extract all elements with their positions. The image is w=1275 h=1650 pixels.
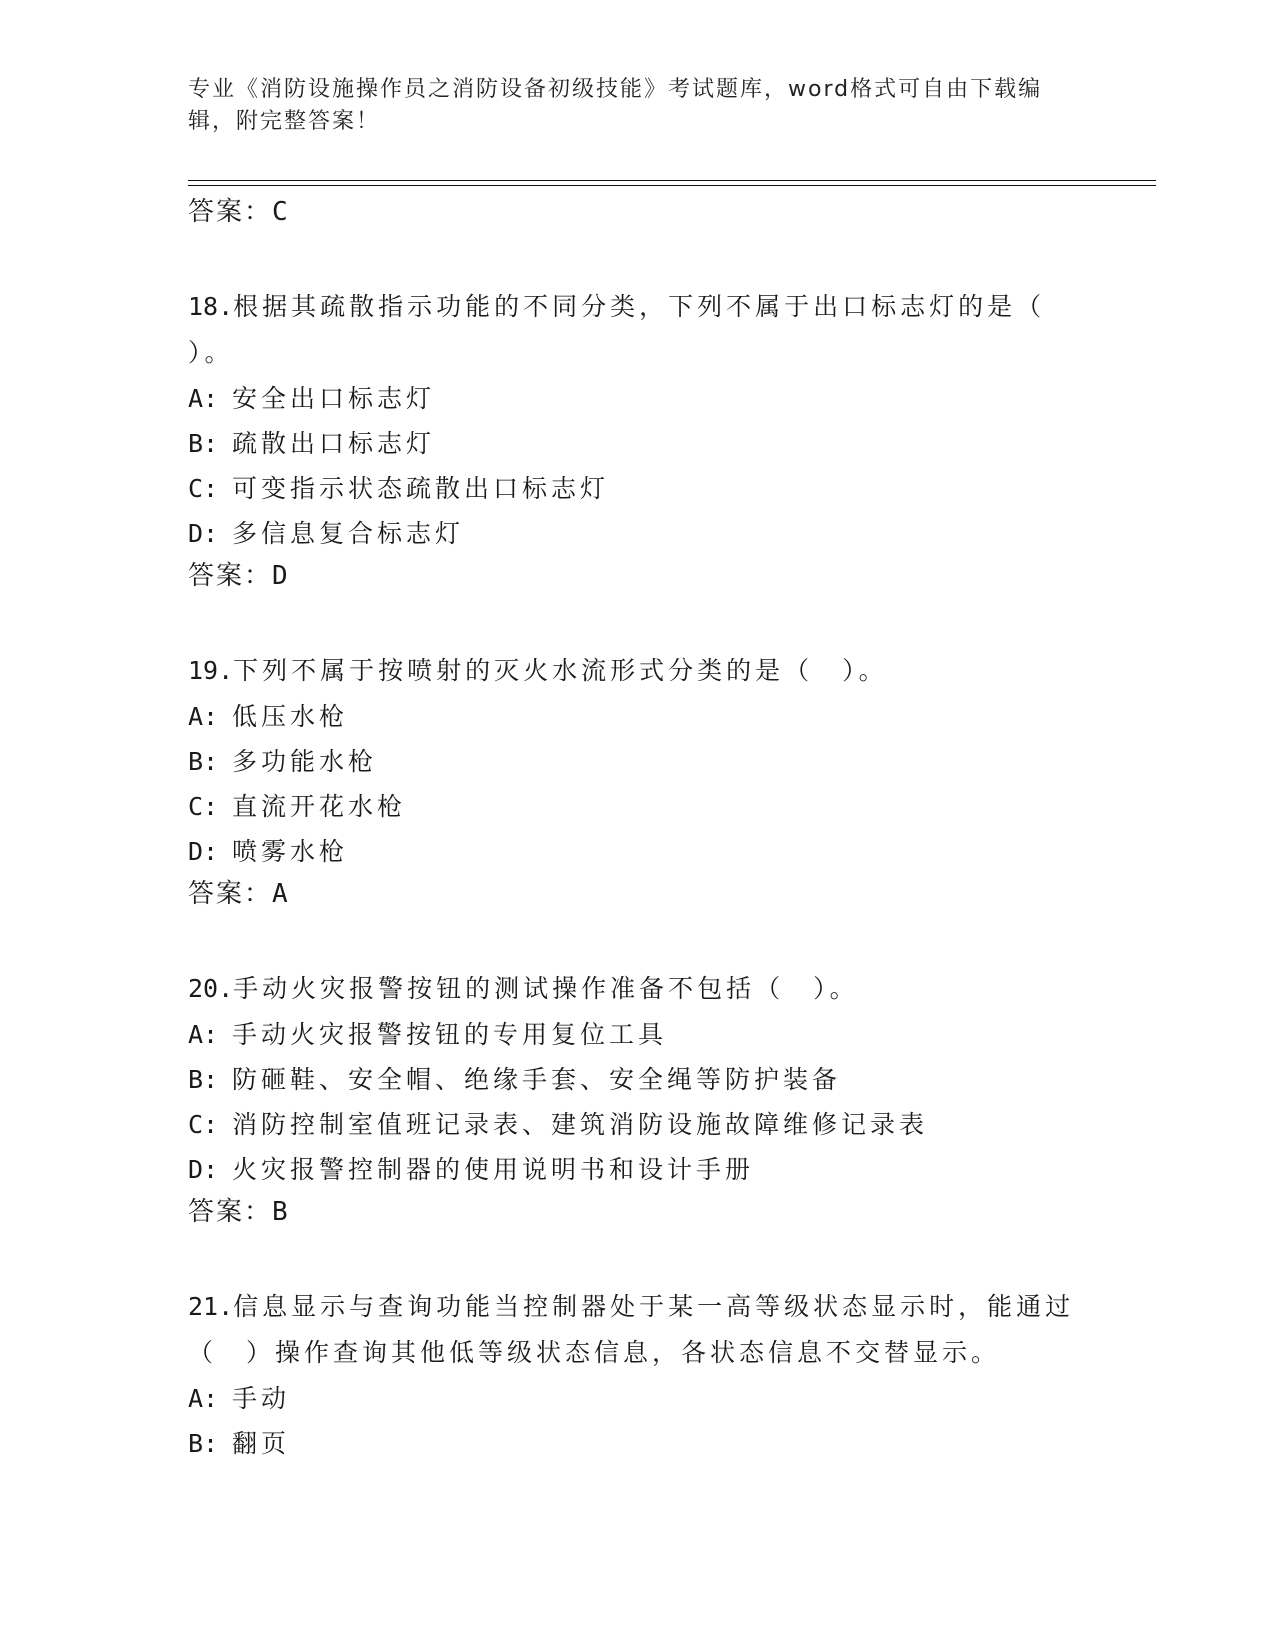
option-a	[188, 1012, 1088, 1057]
question-number: 21.	[188, 1292, 234, 1321]
option-b	[188, 739, 1088, 784]
option-text: 翻页	[232, 1429, 291, 1458]
option-text: 防砸鞋、安全帽、绝缘手套、安全绳等防护装备	[232, 1065, 842, 1094]
option-text: 消防控制室值班记录表、建筑消防设施故障维修记录表	[232, 1110, 929, 1139]
option-c	[188, 1102, 1088, 1147]
question-number: 19.	[188, 656, 234, 685]
option-letter: C:	[188, 792, 219, 821]
option-text: 多信息复合标志灯	[232, 519, 465, 548]
answer-value: C	[272, 197, 289, 227]
option-letter: A:	[188, 1384, 219, 1413]
document-header: 专业《消防设施操作员之消防设备初级技能》考试题库，word格式可自由下载编辑，附完整答案！	[188, 77, 1043, 134]
question-stem	[188, 648, 1088, 694]
option-text: 安全出口标志灯	[232, 384, 436, 413]
question-stem	[188, 966, 1088, 1012]
answer-label: 答案：	[188, 561, 273, 591]
option-b	[188, 1421, 1088, 1466]
answer-label: 答案：	[188, 197, 273, 227]
option-letter: B:	[188, 429, 219, 458]
option-text: 疏散出口标志灯	[232, 429, 436, 458]
option-letter: A:	[188, 702, 219, 731]
option-c	[188, 466, 1088, 511]
question-text: 下列不属于按喷射的灭火水流形式分类的是（ ）。	[233, 656, 888, 685]
question-number: 18.	[188, 292, 234, 321]
option-text: 可变指示状态疏散出口标志灯	[232, 474, 610, 503]
question-text: 信息显示与查询功能当控制器处于某一高等级状态显示时，能通过（ ）操作查询其他低等级状态信息，各状态信息不交替显示。	[188, 1292, 1075, 1367]
option-text: 手动	[232, 1384, 291, 1413]
option-letter: B:	[188, 1065, 219, 1094]
question-block	[188, 1284, 1088, 1466]
question-block	[188, 966, 1088, 1232]
option-letter: C:	[188, 1110, 219, 1139]
option-text: 直流开花水枪	[232, 792, 407, 821]
option-a	[188, 694, 1088, 739]
answer-value: D	[272, 561, 289, 591]
option-letter: C:	[188, 474, 219, 503]
answer-line	[188, 874, 1088, 914]
question-stem	[188, 1284, 1088, 1376]
answer-line	[188, 1192, 1088, 1232]
answer-value: B	[272, 1197, 289, 1227]
option-letter: D:	[188, 519, 219, 548]
question-number: 20.	[188, 974, 234, 1003]
option-text: 喷雾水枪	[232, 837, 349, 866]
option-letter: A:	[188, 1020, 219, 1049]
option-text: 手动火灾报警按钮的专用复位工具	[232, 1020, 668, 1049]
question-block	[188, 648, 1088, 914]
question-block	[188, 284, 1088, 596]
answer-value: A	[272, 879, 289, 909]
header-divider-top	[188, 180, 1156, 181]
option-text: 低压水枪	[232, 702, 349, 731]
answer-label: 答案：	[188, 879, 273, 909]
answer-line	[188, 556, 1088, 596]
option-b	[188, 1057, 1088, 1102]
option-d	[188, 1147, 1088, 1192]
option-b	[188, 421, 1088, 466]
option-d	[188, 511, 1088, 556]
answer-line	[188, 192, 1088, 232]
option-d	[188, 829, 1088, 874]
option-text: 多功能水枪	[232, 747, 378, 776]
question-list	[188, 192, 1088, 1466]
option-letter: A:	[188, 384, 219, 413]
option-letter: D:	[188, 837, 219, 866]
option-letter: B:	[188, 1429, 219, 1458]
question-text: 手动火灾报警按钮的测试操作准备不包括（ ）。	[233, 974, 859, 1003]
option-c	[188, 784, 1088, 829]
answer-label: 答案：	[188, 1197, 273, 1227]
option-letter: D:	[188, 1155, 219, 1184]
option-a	[188, 376, 1088, 421]
option-text: 火灾报警控制器的使用说明书和设计手册	[232, 1155, 755, 1184]
option-letter: B:	[188, 747, 219, 776]
question-stem	[188, 284, 1088, 376]
header-divider-bottom	[188, 185, 1156, 186]
question-text: 根据其疏散指示功能的不同分类，下列不属于出口标志灯的是（ ）。	[188, 292, 1046, 367]
option-a	[188, 1376, 1088, 1421]
